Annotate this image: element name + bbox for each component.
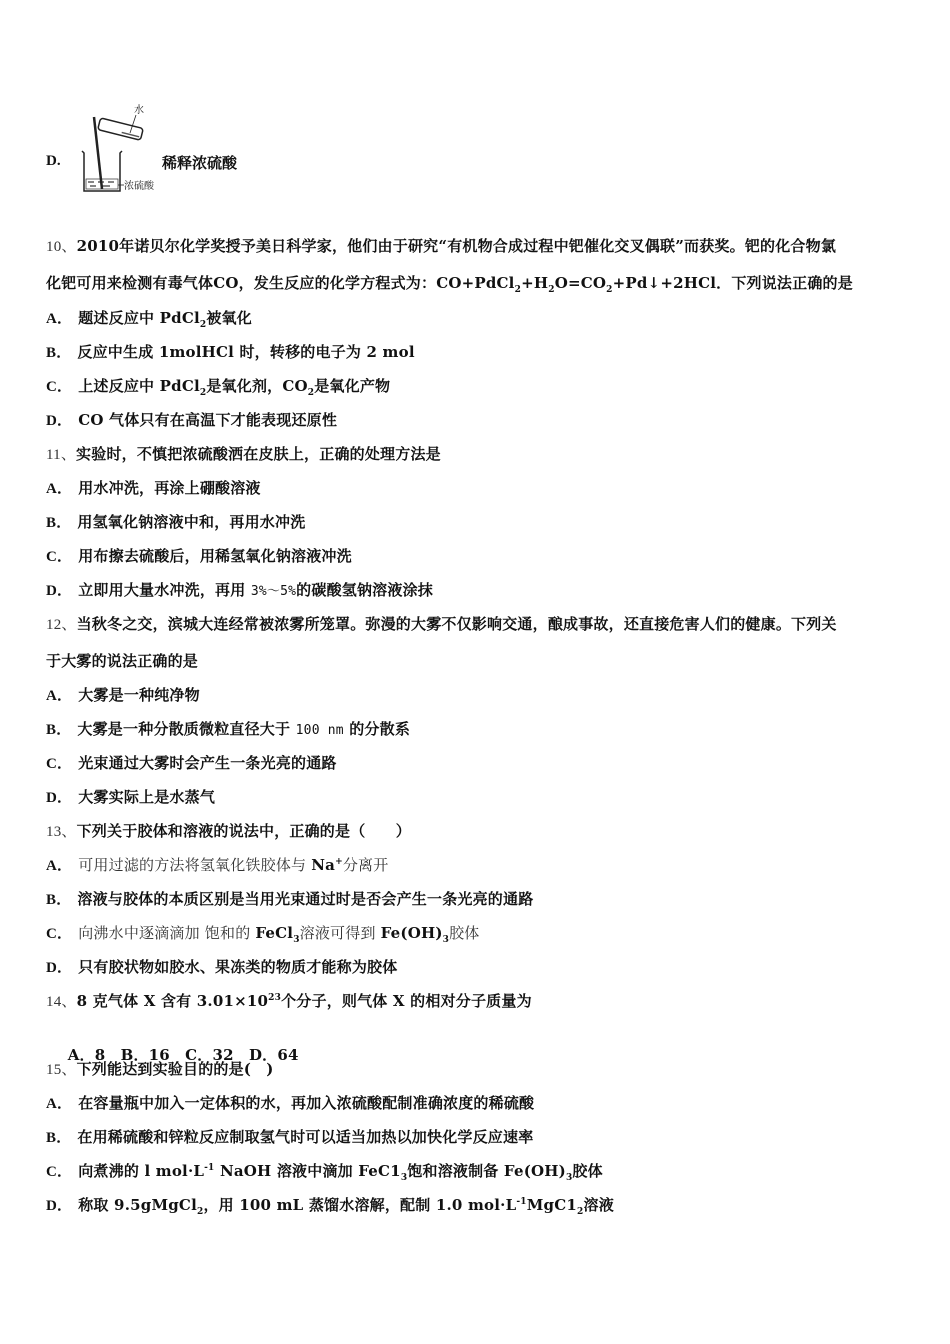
q10-option-d — [46, 410, 337, 431]
q13-stem — [46, 821, 411, 842]
dilution-apparatus-figure — [78, 103, 168, 195]
subscript: 3 — [293, 935, 300, 945]
q11-stem — [46, 444, 441, 465]
subscript: 3 — [565, 1173, 573, 1183]
subscript: 2 — [577, 1207, 584, 1217]
question-number: 15、 — [46, 1062, 77, 1078]
svg-text:水: 水 — [134, 105, 144, 116]
question-number: 14、 — [46, 994, 77, 1010]
option-text: 用水冲洗，再涂上硼酸溶液 — [78, 479, 261, 497]
question-number: 10、 — [46, 239, 77, 255]
option-label: C． — [46, 1164, 73, 1180]
option-text: 是氧化产物 — [314, 377, 391, 395]
equation-part: +H — [521, 274, 549, 292]
option-label: A． — [46, 481, 73, 497]
option-text: 是氧化剂，CO — [206, 377, 308, 395]
option-text: 分离开 — [342, 856, 389, 874]
option-label: C． — [46, 549, 73, 565]
option-text: 胶体 — [449, 924, 480, 942]
q10-stem-text: 2010年诺贝尔化学奖授予美日科学家，他们由于研究“有机物合成过程中钯催化交叉偶联”而获奖。钯的化合物氯 — [76, 237, 837, 255]
option-text: 大雾是一种纯净物 — [78, 686, 200, 704]
q15-option-a — [46, 1093, 534, 1114]
subscript: 2 — [307, 388, 315, 398]
percent-range: 3%～5% — [250, 584, 297, 599]
subscript: 2 — [199, 388, 207, 398]
q15-stem — [46, 1059, 274, 1080]
q14-stem-text: 个分子，则气体 X 的相对分子质量为 — [281, 992, 532, 1010]
option-label: B． — [46, 892, 72, 908]
formula: Fe(OH) — [380, 924, 443, 942]
q12-stem-text: 于大雾的说法正确的是 — [46, 652, 199, 670]
option-label: D． — [46, 413, 73, 429]
option-text: 称取 9.5gMgCl — [78, 1196, 197, 1214]
subscript: 3 — [442, 935, 450, 945]
q11-option-b — [46, 512, 305, 533]
option-text: 饱和溶液制备 Fe(OH) — [407, 1162, 566, 1180]
q13-option-a — [46, 855, 388, 876]
q13-option-c — [46, 923, 480, 944]
option-text: 溶液与胶体的本质区别是当用光束通过时是否会产生一条光亮的通路 — [77, 890, 534, 908]
svg-text:浓硫酸: 浓硫酸 — [124, 181, 154, 192]
option-text: 被氧化 — [206, 309, 252, 327]
question-number: 13、 — [46, 824, 77, 840]
option-text: 的碳酸氢钠溶液涂抹 — [296, 581, 433, 599]
option-label: B． — [46, 1130, 72, 1146]
size-value: 100 nm — [295, 723, 344, 738]
option-label: A． — [46, 311, 73, 327]
option-text: 用氢氧化钠溶液中和，再用水冲洗 — [77, 513, 306, 531]
option-label: C． — [46, 926, 73, 942]
option-label: A． — [46, 1096, 73, 1112]
q12-stem-text: 当秋冬之交，滨城大连经常被浓雾所笼罩。弥漫的大雾不仅影响交通，酿成事故，还直接危害人们的健康。下列关 — [76, 615, 837, 633]
option-text: 大雾实际上是水蒸气 — [78, 788, 216, 806]
superscript: -1 — [516, 1197, 527, 1207]
ion-symbol: Na — [311, 856, 336, 874]
q11-option-c — [46, 546, 352, 567]
q12-option-d — [46, 787, 215, 808]
q10-option-c — [46, 376, 390, 397]
option-text: 立即用大量水冲洗，再用 — [78, 581, 251, 599]
option-text: 可用过滤的方法将氢氧化铁胶体与 — [78, 856, 312, 874]
option-text: 只有胶状物如胶水、果冻类的物质才能称为胶体 — [78, 958, 398, 976]
option-text: 在容量瓶中加入一定体积的水，再加入浓硫酸配制准确浓度的稀硫酸 — [78, 1094, 535, 1112]
subscript: 3 — [400, 1173, 408, 1183]
q15-stem-text: 下列能达到实验目的的是( ) — [76, 1060, 274, 1078]
option-text: 胶体 — [572, 1162, 603, 1180]
q10-option-b — [46, 342, 415, 363]
option-label: A． — [46, 858, 73, 874]
q11-stem-text: 实验时，不慎把浓硫酸洒在皮肤上，正确的处理方法是 — [76, 445, 441, 463]
option-text: ，用 100 mL 蒸馏水溶解，配制 1.0 mol·L — [203, 1196, 517, 1214]
q12-stem-line1 — [46, 614, 837, 635]
option-text: 大雾是一种分散质微粒直径大于 — [77, 720, 296, 738]
q14-stem-text: 8 克气体 X 含有 3.01×10 — [76, 992, 269, 1010]
option-text: 上述反应中 PdCl — [78, 377, 200, 395]
formula: FeCl — [255, 924, 294, 942]
subscript: 2 — [196, 1207, 204, 1217]
option-text: 向沸水中逐滴滴加 饱和的 — [78, 924, 256, 942]
q12-option-c — [46, 753, 337, 774]
question-number: 11、 — [46, 447, 77, 463]
option-label: D． — [46, 583, 73, 599]
q13-option-b — [46, 889, 533, 910]
option-label: D． — [46, 960, 73, 976]
subscript: 2 — [199, 320, 207, 330]
subscript: 2 — [514, 285, 522, 295]
option-text: NaOH 溶液中滴加 FeC1 — [214, 1162, 401, 1180]
q14-stem — [46, 991, 532, 1012]
q15-option-d — [46, 1195, 614, 1216]
beaker-test-tube-icon — [78, 103, 168, 195]
option-label: B． — [46, 722, 72, 738]
q10-option-a — [46, 308, 252, 329]
q12-option-b — [46, 719, 410, 741]
q9-option-d-caption: 稀释浓硫酸 — [162, 154, 238, 172]
superscript: -1 — [204, 1163, 215, 1173]
options-line: A．8 B．16 C．32 D．64 — [67, 1046, 299, 1064]
option-label: D． — [46, 1198, 73, 1214]
option-label: C． — [46, 379, 73, 395]
option-text: 反应中生成 1molHCl 时，转移的电子为 2 mol — [77, 343, 415, 361]
q15-option-c — [46, 1161, 603, 1182]
option-label: A． — [46, 688, 73, 704]
q13-option-d — [46, 957, 397, 978]
option-text: 在用稀硫酸和锌粒反应制取氢气时可以适当加热以加快化学反应速率 — [77, 1128, 534, 1146]
option-text: 溶液可得到 — [299, 924, 381, 942]
option-text: 向煮沸的 l mol·L — [78, 1162, 205, 1180]
option-text: 用布擦去硫酸后，用稀氢氧化钠溶液冲洗 — [78, 547, 352, 565]
superscript: + — [335, 857, 343, 867]
option-text: 题述反应中 PdCl — [78, 309, 200, 327]
option-label: B． — [46, 515, 72, 531]
option-text: 光束通过大雾时会产生一条光亮的通路 — [78, 754, 337, 772]
equation-part: O=CO — [554, 274, 607, 292]
option-text: 溶液 — [583, 1196, 614, 1214]
option-text: 的分散系 — [343, 720, 411, 738]
subscript: 2 — [548, 285, 555, 295]
option-text: MgC1 — [526, 1196, 578, 1214]
q9-option-d-label: D. — [46, 153, 61, 169]
q11-option-a — [46, 478, 261, 499]
subscript: 2 — [606, 285, 613, 295]
question-number: 12、 — [46, 617, 77, 633]
superscript: 23 — [268, 993, 282, 1003]
equation-part: +Pd↓+2HCl．下列说法正确的是 — [612, 274, 853, 292]
option-label: D． — [46, 790, 73, 806]
option-label: B． — [46, 345, 72, 361]
q12-stem-line2 — [46, 651, 198, 671]
option-label: C． — [46, 756, 73, 772]
q12-option-a — [46, 685, 200, 706]
q11-option-d — [46, 580, 433, 602]
q15-option-b — [46, 1127, 533, 1148]
q10-stem-line1 — [46, 236, 836, 257]
q13-stem-text: 下列关于胶体和溶液的说法中，正确的是（ ） — [76, 822, 412, 840]
q10-stem-text: 化钯可用来检测有毒气体CO，发生反应的化学方程式为：CO+PdCl — [46, 274, 515, 292]
q10-stem-line2 — [46, 273, 853, 293]
option-text: CO 气体只有在高温下才能表现还原性 — [78, 411, 338, 429]
